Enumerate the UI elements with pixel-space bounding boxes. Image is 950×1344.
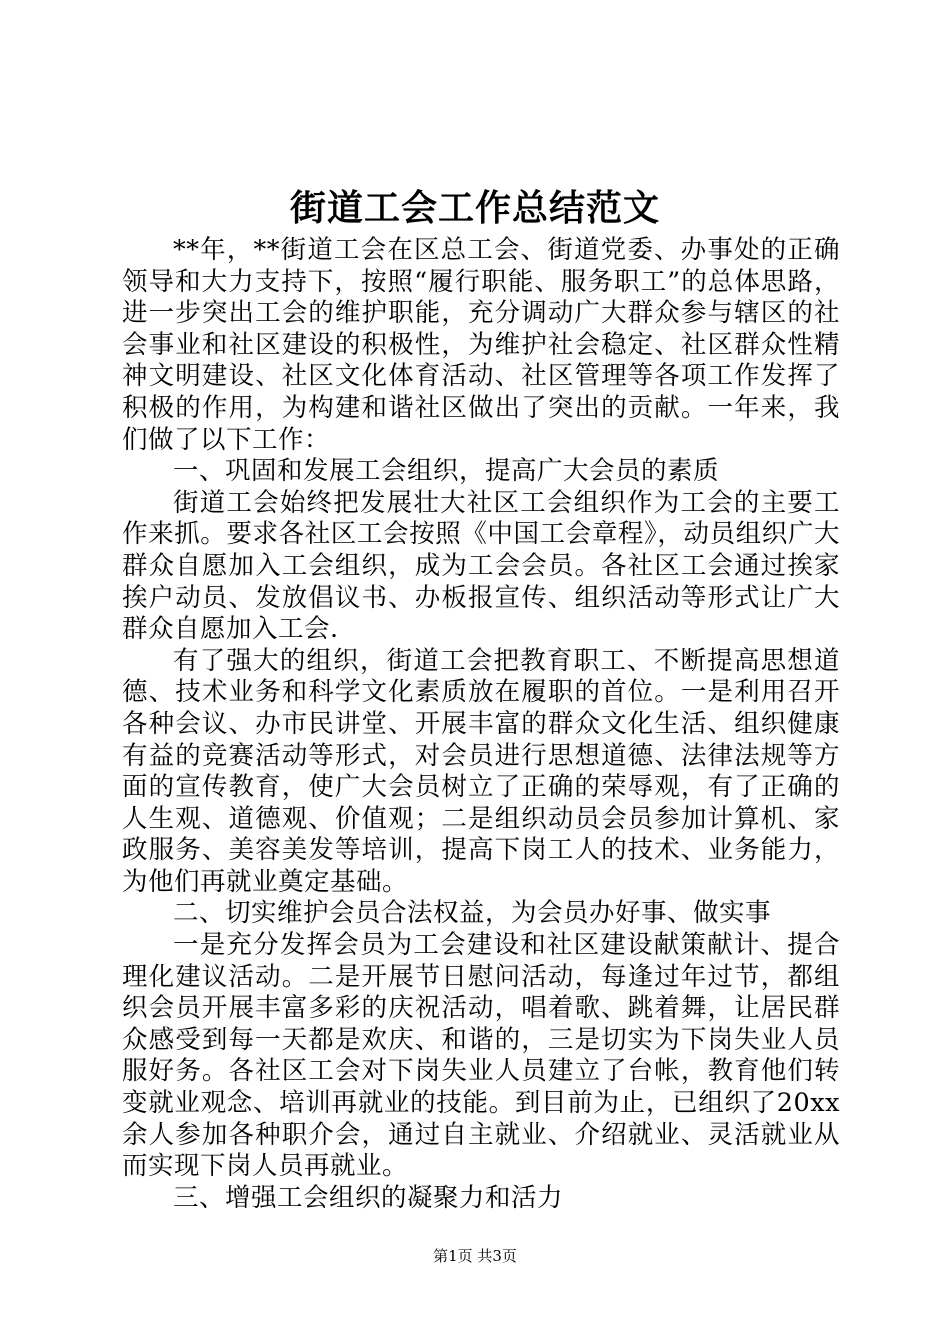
paragraph-intro: **年，**街道工会在区总工会、街道党委、办事处的正确领导和大力支持下，按照“履行职能、服务职工”的总体思路，进一步突出工会的维护职能，充分调动广大群众参与辖区的社会事业和社区建设的积极性，为维护社会稳定、社区群众性精神文明建设、社区文化体育活动、社区管理等各项工作发挥了积极的作用，为构建和谐社区做出了突出的贡献。一年来，我们做了以下工作： [122, 235, 840, 455]
paragraph-section-2: 一是充分发挥会员为工会建设和社区建设献策献计、提合理化建议活动。二是开展节日慰问活动，每逢过年过节，都组织会员开展丰富多彩的庆祝活动，唱着歌、跳着舞，让居民群众感受到每一天都是欢庆、和谐的，三是切实为下岗失业人员服好务。各社区工会对下岗失业人员建立了台帐，教育他们转变就业观念、培训再就业的技能。到目前为止，已组织了20xx余人参加各种职介会，通过自主就业、介绍就业、灵活就业从而实现下岗人员再就业。 [122, 930, 840, 1182]
document-title: 街道工会工作总结范文 [289, 187, 660, 229]
page-footer: 第1页 共3页 [433, 1247, 517, 1265]
paragraph-section-1a: 街道工会始终把发展壮大社区工会组织作为工会的主要工作来抓。要求各社区工会按照《中国工会章程》，动员组织广大群众自愿加入工会组织，成为工会会员。各社区工会通过挨家挨户动员、发放倡议书、办板报宣传、组织活动等形式让广大群众自愿加入工会. [122, 487, 840, 645]
document-body [122, 235, 840, 1214]
section-heading-3: 三、增强工会组织的凝聚力和活力 [173, 1182, 564, 1213]
section-heading-1: 一、巩固和发展工会组织，提高广大会员的素质 [173, 456, 720, 487]
section-heading-2: 二、切实维护会员合法权益，为会员办好事、做实事 [173, 898, 772, 929]
paragraph-section-1b: 有了强大的组织，街道工会把教育职工、不断提高思想道德、技术业务和科学文化素质放在履职的首位。一是利用召开各种会议、办市民讲堂、开展丰富的群众文化生活、组织健康有益的竞赛活动等形式，对会员进行思想道德、法律法规等方面的宣传教育，使广大会员树立了正确的荣辱观，有了正确的人生观、道德观、价值观；二是组织动员会员参加计算机、家政服务、美容美发等培训，提高下岗工人的技术、业务能力，为他们再就业奠定基础。 [122, 645, 840, 897]
